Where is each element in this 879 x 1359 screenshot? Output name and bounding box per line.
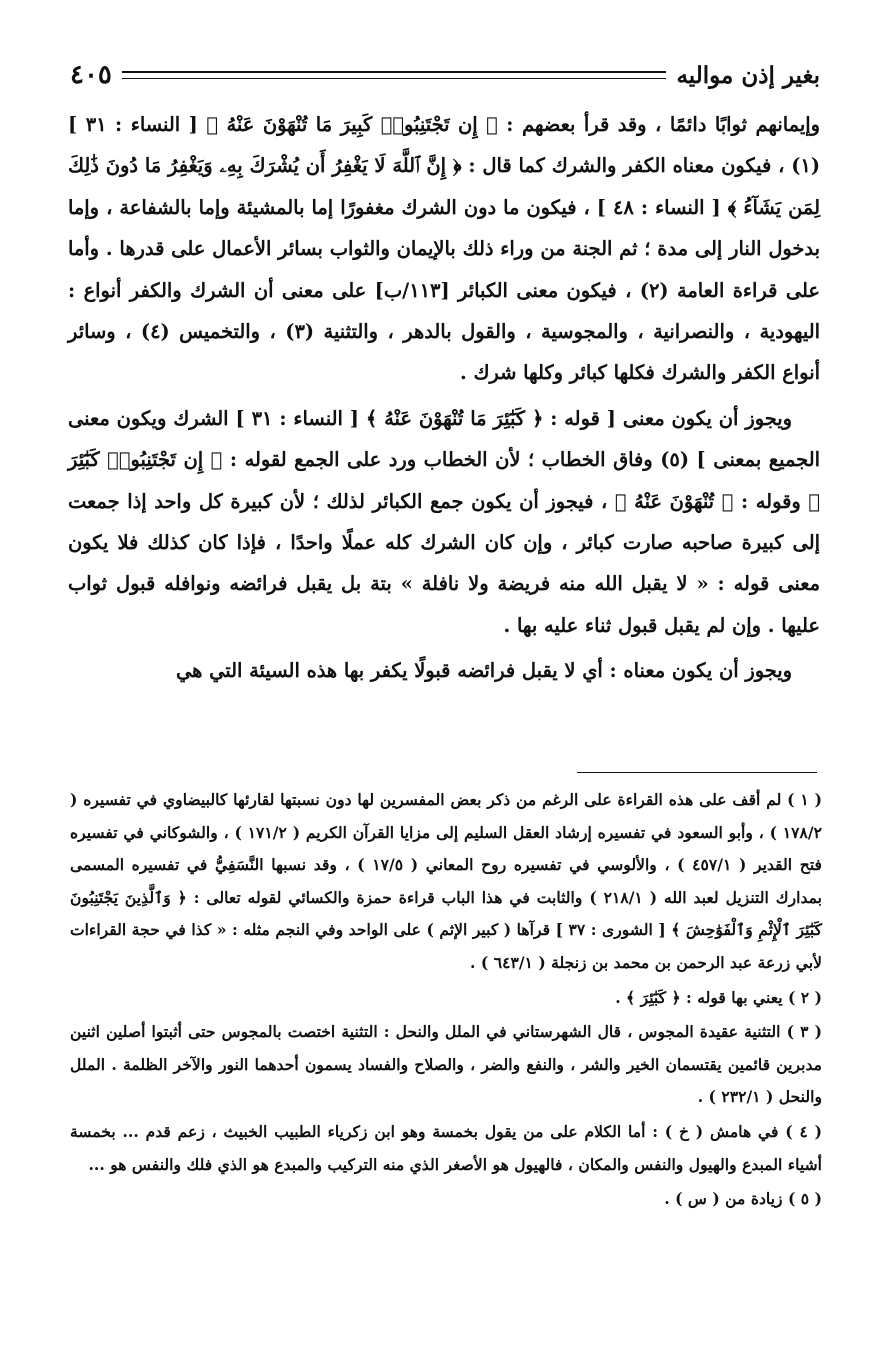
header-rule xyxy=(122,71,667,79)
running-title: بغير إذن مواليه xyxy=(676,61,820,89)
footnote-3: ( ٣ ) التثنية عقيدة المجوس ، قال الشهرستاني في الملل والنحل : التثنية اختصت بالمجوس حتى أثبتوا أصلين اثنين مدبرين قائمين يقتسمان الخير والشر ، والنفع والضر ، والصلاح والفساد يسمون أحدهما النور والآخر الظلمة . الملل والنحل ( ٢٣٢/١ ) . xyxy=(70,1022,822,1107)
footnote-separator xyxy=(577,772,817,773)
main-text xyxy=(68,104,820,692)
footnote-2: ( ٢ ) يعني بها قوله : ﴿ كَبَٰٓئِرَ ﴾ . xyxy=(615,987,822,1007)
paragraph-2-text: ويجوز أن يكون معنى [ قوله : ﴿ كَبَٰٓئِرَ مَا تُنْهَوْنَ عَنْهُ ﴾ [ النساء : ٣١ ] الشرك ويكون معنى الجميع بمعنى ] (٥) وفاق الخطاب ؛ لأن الخطاب ورد على الجمع لقوله : ﴿ إِن تَجْتَنِبُوا۟ كَبَٰٓئِرَ ﴾ وقوله : ﴿ تُنْهَوْنَ عَنْهُ ﴾ ، فيجوز أن يكون جمع الكبائر لذلك ؛ لأن كبيرة كل واحد إذا جمعت إلى كبيرة صاحبه صارت كبائر ، وإن كان الشرك كله عملًا واحدًا ، فإذا كان كذلك فلا يكون معنى قوله : xyxy=(68,406,820,596)
paragraph-2-end: بتة بل يقبل فرائضه ونوافله قبول ثواب عليها . وإن لم يقبل قبول ثناء عليه بها . xyxy=(68,572,820,637)
footnote-5: ( ٥ ) زيادة من ( س ) . xyxy=(664,1189,822,1209)
page-number: ٤٠٥ xyxy=(70,60,112,90)
footnotes xyxy=(70,784,822,1218)
page-header xyxy=(70,58,820,92)
hadith-quote: « لا يقبل الله منه فريضة ولا نافلة » xyxy=(400,572,709,596)
footnote-1: ( ١ ) لم أقف على هذه القراءة على الرغم من ذكر بعض المفسرين لها دون نسبتها لقارئها كالبيضاوي في تفسيره ( ١٧٨/٢ ) ، وأبو السعود في تفسيره إرشاد العقل السليم إلى مزايا القرآن الكريم ( ١٧١/٢ ) ، والشوكاني في تفسيره فتح القدير ( ٤٥٧/١ ) ، والألوسي في تفسيره روح المعاني ( ١٧/٥ ) ، وقد نسبها النَّسَفِيُّ في تفسيره المسمى بمدارك التنزيل لعبد الله ( ٢١٨/١ ) والثابت في هذا الباب قراءة حمزة والكسائي لقوله تعالى : ﴿ وَٱلَّذِينَ يَجْتَنِبُونَ كَبَٰٓئِرَ ٱلْإِثْمِ وَٱلْفَوَٰحِشَ ﴾ [ الشورى : ٣٧ ] قرآها ( كبير الإثم ) على الواحد وفي النجم مثله : « كذا في حجة القراءات لأبي زرعة عبد الرحمن بن محمد بن زنجلة ( ٦٤٣/١ ) . xyxy=(70,790,822,972)
footnote-4: ( ٤ ) في هامش ( خ ) : أما الكلام على من يقول بخمسة وهو ابن زكرياء الطبيب الخبيث ، زعم قدم ... بخمسة أشياء المبدع والهيول والنفس والمكان ، فالهيول هو الأصغر الذي منه التركيب والمبدع هو الذي فلك والنفس هو ... xyxy=(70,1121,823,1174)
paragraph-2 xyxy=(68,398,820,646)
paragraph-1: وإيمانهم ثوابًا دائمًا ، وقد قرأ بعضهم : ﴿ إِن تَجْتَنِبُوا۟ كَبِيرَ مَا تُنْهَوْنَ عَنْهُ ﴾ [ النساء : ٣١ ] (١) ، فيكون معناه الكفر والشرك كما قال : ﴿ إِنَّ ٱللَّهَ لَا يَغْفِرُ أَن يُشْرَكَ بِهِۦ وَيَغْفِرُ مَا دُونَ ذَٰلِكَ لِمَن يَشَآءُ ﴾ [ النساء : ٤٨ ] ، فيكون ما دون الشرك مغفورًا إما بالمشيئة وإما بالشفاعة ، وإما بدخول النار إلى مدة ؛ ثم الجنة من وراء ذلك بالإيمان والثواب بسائر الأعمال على قدرها . وأما على قراءة العامة (٢) ، فيكون معنى الكبائر [١١٣/ب] على معنى أن الشرك والكفر أنواع : اليهودية ، والنصرانية ، والمجوسية ، والقول بالدهر ، والتثنية (٣) ، والتخميس (٤) ، وسائر أنواع الكفر والشرك فكلها كبائر وكلها شرك . xyxy=(68,113,820,385)
paragraph-3: ويجوز أن يكون معناه : أي لا يقبل فرائضه قبولًا يكفر بها هذه السيئة التي هي xyxy=(175,659,792,683)
